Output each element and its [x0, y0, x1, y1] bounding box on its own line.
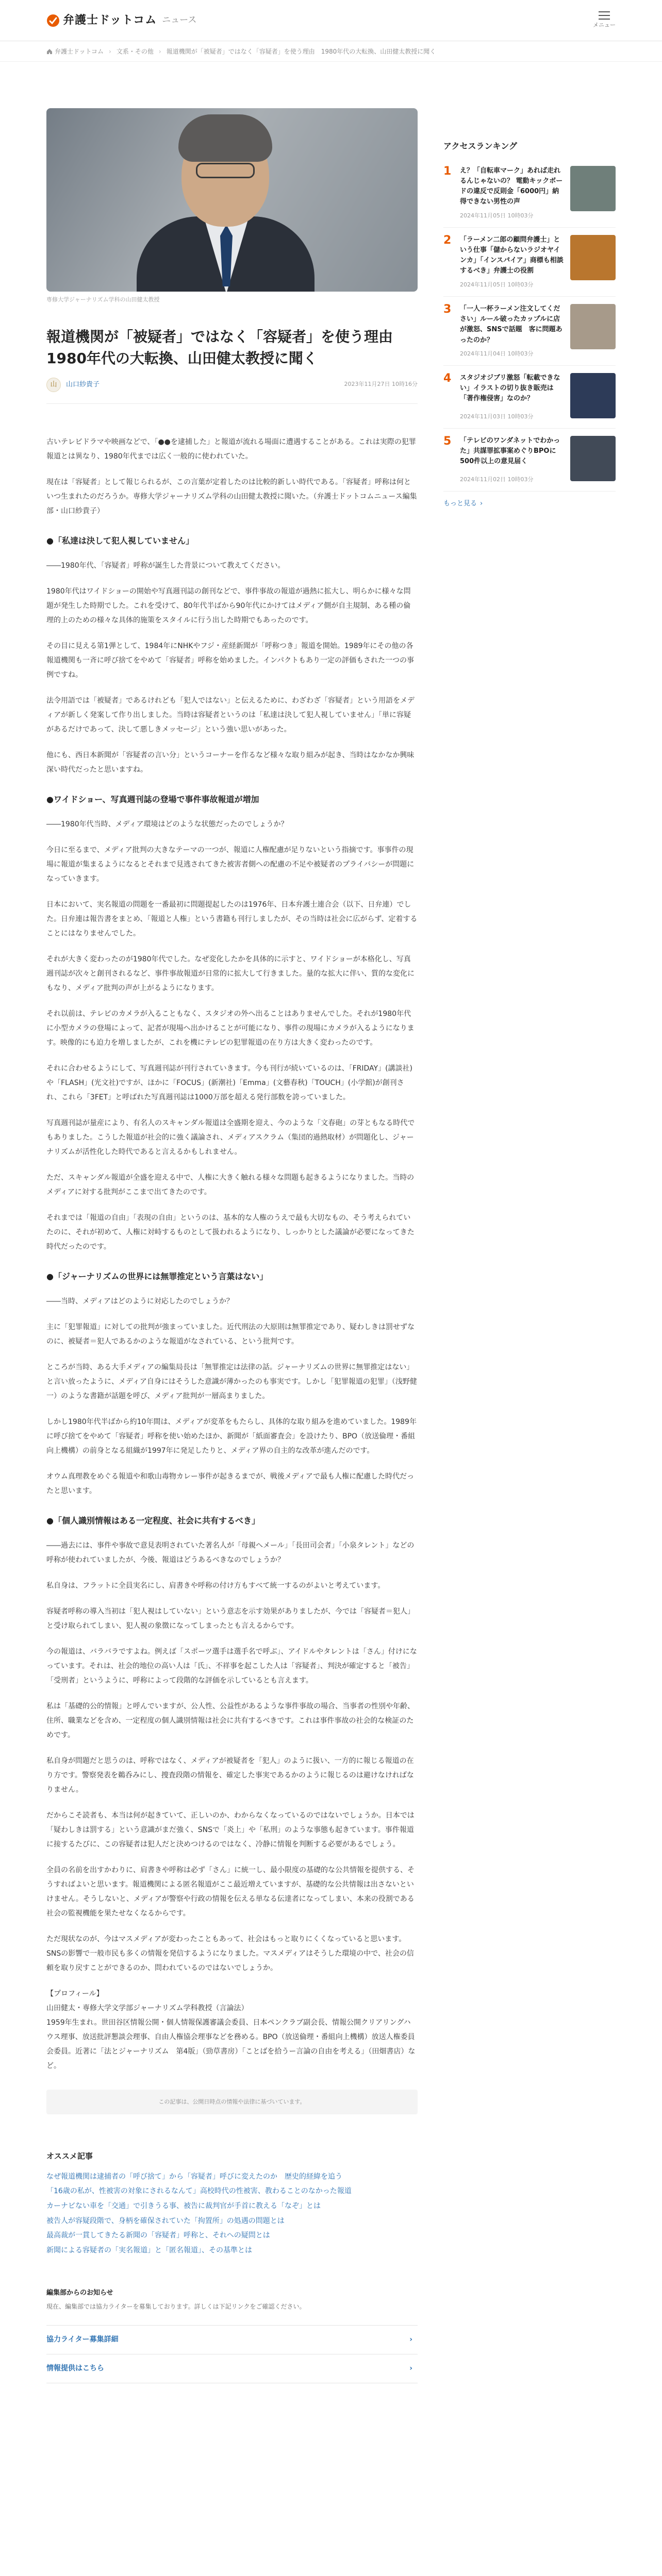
ranking-item-body [460, 166, 564, 220]
rank-number: 2 [443, 234, 452, 247]
profile-text: 1959年生まれ。世田谷区情報公開・個人情報保護審議会委員、日本ペンクラブ副会長、情報公開クリアリングハウス理事、放送批評懇談会理事、自由人権協会理事などを務める。BPO（放送倫理・番組向上機構）放送人権委員会委員。近著に「法とジャーナリズム 第4版」（勁草書房）「ことばを拾うー言論の自由を考える」（田畑書店）など。 [46, 2018, 416, 2070]
paragraph: ――1980年代当時、メディア環境はどのような状態だったのでしょうか？ [46, 820, 288, 828]
home-icon [46, 48, 53, 55]
chevron-right-icon: › [109, 47, 111, 55]
breadcrumb-current: 報道機関が「被疑者」ではなく「容疑者」を使う理由 1980年代の大転換、山田健太教授に聞く [166, 47, 436, 55]
menu-label: メニュー [593, 21, 616, 28]
ranking-item-body [460, 436, 564, 484]
article-body [46, 435, 418, 1975]
paragraph: 私自身が問題だと思うのは、呼称ではなく、メディアが被疑者を「犯人」のように扱い、一方的に報じる報道の在り方です。警察発表を鵜呑みにし、捜査段階の情報を、確定した事実であるかのように報じるのは避けなければなりません。 [46, 1756, 414, 1794]
brand-logo[interactable] [46, 12, 196, 29]
article [46, 62, 418, 2383]
recommended-link[interactable]: カーナビない車を「交通」で引きうる事、被告に裁判官が手首に教える「なぞ」とは [46, 2201, 321, 2210]
paragraph: それまでは「報道の自由」「表現の自由」というのは、基本的な人権のうえで最も大切なもの、そう考えられていたのに、それが初めて、人権に対峙するものとして扱われるようになり、しっかりとした議論が必要になってきた時代だったのです。 [46, 1213, 415, 1251]
chevron-right-icon: › [409, 2364, 412, 2372]
hero-photo [46, 108, 418, 292]
hero-photo-glasses [196, 163, 255, 178]
paragraph: ――1980年代、「容疑者」呼称が誕生した背景について教えてください。 [46, 561, 285, 570]
byline [46, 378, 418, 404]
legal-notice: この記事は、公開日時点の情報や法律に基づいています。 [46, 2090, 418, 2115]
rank-number: 3 [443, 303, 452, 316]
rank-number: 4 [443, 372, 452, 385]
recommended-link[interactable]: 新聞による容疑者の「実名報道」と「匿名報道」、その基準とは [46, 2246, 252, 2255]
paragraph: 写真週刊誌が量産により、有名人のスキャンダル報道は全盛期を迎え、今のような「文春砲」の芽ともなる時代でもありました。こうした報道が社会的に強く議論され、メディアスクラム（集団的過熱取材）が問題化し、ジャーナリズムが活性化した時代であると言えるかもしれません。 [46, 1118, 415, 1156]
publish-date: 2023年11月27日 10時16分 [344, 381, 418, 388]
rank-number: 5 [443, 435, 452, 448]
recommended-link[interactable]: 最高裁が一貫してきたる新聞の「容疑者」呼称と、それへの疑問とは [46, 2231, 270, 2240]
site-header [0, 0, 662, 41]
paragraph: それが大きく変わったのが1980年代でした。なぜ変化したかを具体的に示すと、ワイドショーが本格化し、写真週刊誌が次々と創刊されるなど、事件事故報道が日常的に拡大して行きました。量的な拡大に伴い、質的な変化にもなり、メディア批判の声が上がるようになります。 [46, 955, 415, 992]
editorial-notice [46, 2288, 418, 2383]
ranking-item-body [460, 235, 564, 289]
recommended-link[interactable]: 被告人が容疑段階で、身柄を確保されていた「拘置所」の処遇の問題とは [46, 2216, 285, 2225]
tip-submit-link[interactable] [46, 2354, 418, 2383]
paragraph: だからこそ読者も、本当は何が起きていて、正しいのか、わからなくなっているのではないでしょうか。日本では「疑わしきは罰する」という意識がまだ強く、SNSで「炎上」や「私刑」のような事態も起きています。事件報道に接するたびに、この容疑者は犯人だと決めつけるのではなく、冷静に情報を判断する必要があるでしょう。 [46, 1811, 415, 1849]
ranking-item[interactable] [443, 297, 616, 366]
paragraph: 現在は「容疑者」として報じられるが、この言葉が定着したのは比較的新しい時代である。「容疑者」呼称は何といつ生まれたのだろうか。専修大学ジャーナリズム学科の山田健太教授に聞いた。（弁護士ドットコムニュース編集部・山口紗貴子） [46, 478, 417, 515]
author[interactable] [46, 378, 100, 392]
ranking-item-body [460, 304, 564, 358]
ranking-item[interactable] [443, 366, 616, 429]
paragraph: それ以前は、テレビのカメラが入ることもなく、スタジオの外へ出ることはありませんでした。それが1980年代に小型カメラの登場によって、記者が現場へ出かけることが可能になり、事件の現場にカメラが入るようになります。映像的にも迫力を増しましたが、これを機にテレビの犯罪報道の在り方は大きく変わったのです。 [46, 1009, 415, 1047]
sidebar [443, 62, 616, 2383]
ranking-title: アクセスランキング [443, 141, 518, 151]
paragraph: 日本において、実名報道の問題を一番最初に問題提起したのは1976年、日本弁護士連合会（以下、日弁連）でした。日弁連は報告書をまとめ、「報道と人権」という書籍も刊行しましたが、その当時は社会に広がらず、定着することにはなりませんでした。 [46, 900, 418, 938]
ranking-list [443, 159, 616, 492]
ranking-thumbnail [570, 373, 616, 418]
brand-name: 弁護士ドットコム [63, 14, 157, 27]
section-heading: ●「個人識別情報はある一定程度、社会に共有するべき」 [46, 1515, 260, 1526]
ranking-thumbnail [570, 235, 616, 280]
paragraph: 法令用語では「被疑者」であるけれども「犯人ではない」と伝えるために、わざわざ「容疑者」という用語をメディアが新しく発案して作り出しました。当時は容疑者というのは「私達は決して犯人視していません」「単に容疑があるだけであって、決して悪しきメッセージ」という強い思いがあった。 [46, 696, 415, 734]
section-heading: ●「私達は決して犯人視していません」 [46, 535, 194, 546]
ranking-item[interactable] [443, 228, 616, 297]
page-layout [0, 62, 662, 2383]
section-heading: ●ワイドショー、写真週刊誌の登場で事件事故報道が増加 [46, 794, 259, 804]
profile [46, 1987, 418, 2073]
ranking-item-title: スタジオジブリ激怒「転載できない」イラストの切り抜き販売は「著作権侵害」なのか？ [460, 374, 560, 403]
recommended-link[interactable]: なぜ報道機関は逮捕者の「呼び捨て」から「容疑者」呼びに変えたのか 歴史的経緯を追う [46, 2172, 342, 2181]
paragraph: ただ、スキャンダル報道が全盛を迎える中で、人権に大きく触れる様々な問題も起きるようになりました。当時のメディアに対する批判がここまで出てきたのです。 [46, 1173, 415, 1196]
ranking-item-body [460, 373, 564, 421]
breadcrumb-home-label: 弁護士ドットコム [55, 47, 104, 55]
ranking-thumbnail [570, 166, 616, 211]
ranking-item-date: 2024年11月04日 10時03分 [460, 350, 534, 357]
brand-logo-icon [46, 14, 60, 27]
paragraph: 他にも、西日本新聞が「容疑者の言い分」というコーナーを作るなど様々な取り組みが起き、当時はなかなか興味深い時代だったと思いますね。 [46, 751, 415, 774]
ranking-item[interactable] [443, 429, 616, 492]
paragraph: しかし1980年代半ばから約10年間は、メディアが変革をもたらし、具体的な取り組みを進めていました。1989年に呼び捨てをやめて「容疑者」呼称を使い始めたほか、新聞が「紙面審査会」を設けたり、BPO（放送倫理・番組向上機構）の前身となる組織が1997年に発足したりと、メディア界の自主的な改革が進んだのです。 [46, 1417, 417, 1455]
ranking-item-title: え？「自転車マーク」あれば走れるんじゃないの？ 電動キックボードの違反で反則金「6000円」納得できない男性の声 [460, 167, 563, 206]
paragraph: 私は「基礎的公的情報」と呼んでいますが、公人性、公益性があるような事件事故の場合、当事者の性別や年齢、住所、職業などを含め、一定程度の個人識別情報は社会に共有するべきです。これは事件事故の社会的な検証のためです。 [46, 1702, 415, 1739]
paragraph: 今の報道は、バラバラですよね。例えば「スポーツ選手は選手名で呼ぶ」、アイドルやタレントは「さん」付けになっています。それは、社会的地位の高い人は「氏」、不祥事を起こした人は「容疑者」、判決が確定すると「被告」「受刑者」というように、呼称によって段階的な評価を示しているとも言えます。 [46, 1647, 417, 1685]
paragraph: ただ現状なのが、今はマスメディアが変わったこともあって、社会はもっと取りにくくなっていると思います。SNSの影響で一般市民も多くの情報を発信するようになりました。マスメディアはそうした環境の中で、社会の信頼を取り戻すことができるのか、問われているのではないでしょうか。 [46, 1935, 414, 1972]
ranking-item-title: 「ラーメン二郎の顧問弁護士」という仕事「儲からないラジオヤインカ」「インスパイア」商標も相談するべき」弁護士の役割 [460, 236, 564, 275]
hero-caption: 専修大学ジャーナリズム学科の山田健太教授 [46, 296, 160, 303]
section-heading: ●「ジャーナリズムの世界には無罪推定という言葉はない」 [46, 1271, 268, 1281]
profile-heading: 【プロフィール】 [46, 1989, 104, 1998]
paragraph: それに合わせるようにして、写真週刊誌が刊行されていきます。今も刊行が続いているのは、「FRIDAY」(講談社)や「FLASH」(光文社)ですが、ほかに「FOCUS」(新潮社)「Emma」(文藝春秋)「TOUCH」(小学館)が創刊され、これら「3FET」と呼ばれた写真週刊誌は1000万部を超える発行部数を誇っていました。 [46, 1064, 413, 1101]
breadcrumb [0, 41, 662, 62]
hamburger-icon [599, 11, 610, 20]
editorial-text: 現在、編集部では協力ライターを募集しております。詳しくは下記リンクをご確認ください。 [46, 2303, 306, 2311]
rank-number: 1 [443, 165, 452, 178]
chevron-right-icon: › [158, 47, 161, 55]
ranking-item[interactable] [443, 159, 616, 228]
paragraph: 私自身は、フラットに全員実名にし、肩書きや呼称の付け方もすべて統一するのがよいと考えています。 [46, 1581, 385, 1590]
breadcrumb-home[interactable] [46, 47, 104, 56]
ranking-item-date: 2024年11月03日 10時03分 [460, 413, 534, 420]
article-title: 報道機関が「被疑者」ではなく「容疑者」を使う理由 1980年代の大転換、山田健太教授に聞く [46, 328, 408, 367]
tip-submit-label: 情報提供はこちら [46, 2364, 104, 2372]
writer-recruit-label: 協力ライター募集詳細 [46, 2335, 119, 2344]
brand-section: ニュース [162, 14, 197, 25]
ranking-thumbnail [570, 304, 616, 349]
paragraph: 今日に至るまで、メディア批判の大きなテーマの一つが、報道に人権配慮が足りないという指摘です。事事件の現場に報道が集まるようになるとそれまで見逃されてきた被害者側への配慮の不足や被疑者のプライバシーが問題になっていきます。 [46, 845, 415, 883]
paragraph: 主に「犯罪報道」に対しての批判が強まっていました。近代刑法の大原則は無罪推定であり、疑わしきは罰せずなのに、被疑者＝犯人であるかのような報道がなされている、という批判です。 [46, 1323, 415, 1346]
paragraph: その目に見える第1弾として、1984年にNHKやフジ・産経新聞が「呼称つき」報道を開始。1989年にその他の各報道機関も一斉に呼び捨てをやめて「容疑者」呼称を始めました。インパクトもあり一定の評価もされた一つの事例ですね。 [46, 641, 415, 679]
recommended-articles [46, 2150, 418, 2258]
paragraph: 古いテレビドラマや映画などで、「●●を逮捕した」と報道が流れる場面に遭遇することがある。これは実際の犯罪報道とは異なり、1980年代までは広く一般的に使われていた。 [46, 437, 416, 461]
paragraph: ところが当時、ある大手メディアの編集局長は「無罪推定は法律の話。ジャーナリズムの世界に無罪推定はない」と言い放ったように、メディア自身にはそうした意識が薄かったのも事実です。しかし「犯罪報道の犯罪」（浅野健一）のような書籍が話題を呼び、メディア批判が一層高まりました。 [46, 1363, 417, 1400]
avatar: 山 [46, 378, 61, 392]
chevron-right-icon: › [480, 500, 483, 508]
editorial-title: 編集部からのお知らせ [46, 2289, 113, 2297]
writer-recruit-link[interactable] [46, 2326, 418, 2354]
ranking-item-date: 2024年11月05日 10時03分 [460, 212, 534, 219]
paragraph: 全員の名前を出すかわりに、肩書きや呼称は必ず「さん」に統一し、最小限度の基礎的な公共情報を提供する、そうすればよいと思います。報道機関による匿名報道がここ最近増えていますが、基礎的な公共情報は出さないといけません。そうしないと、メディアが警察や行政の情報を伝える単なる伝達者になってしまい、本来の役割である社会の監視機能を果たせなくなるからです。 [46, 1866, 415, 1918]
paragraph: ――当時、メディアはどのように対応したのでしょうか？ [46, 1297, 234, 1306]
ranking-thumbnail [570, 436, 616, 481]
ranking-item-title: 「一人一杯ラーメン注文してください」ルール破ったカップルに店が激怒、SNSで話題 客に問題あったのか？ [460, 305, 562, 344]
paragraph: 1980年代はワイドショーの開始や写真週刊誌の創刊などで、事件事故の報道が過熱に拡大し、明らかに様々な問題が発生した時期でした。これを受けて、80年代半ばから90年代にかけてはメディア側が自主規制、ある種の倫理的上のための様々な具体的施策をスタイルに行う出した時期でもあったのです。 [46, 587, 411, 624]
menu-button[interactable] [593, 11, 616, 30]
paragraph: オウム真理教をめぐる報道や和歌山毒物カレー事件が起きるまでが、戦後メディアで最も人権に配慮した時代だったと思います。 [46, 1472, 415, 1495]
ranking-item-title: 「テレビのワンダネットでわかった」共謀罪拡事案めぐりBPOに500件以上の意見届く [460, 437, 560, 466]
editorial-links [46, 2325, 418, 2383]
ranking-more-link[interactable] [443, 499, 616, 509]
author-name[interactable]: 山口紗貴子 [66, 380, 100, 388]
ranking-item-date: 2024年11月05日 10時03分 [460, 281, 534, 288]
recommended-link[interactable]: 「16歳の私が、性被害の対象にされるなんて」高校時代の性被害、教わることのなかった報道 [46, 2187, 352, 2196]
recommended-title: オススメ記事 [46, 2151, 93, 2161]
hero-photo-hair [178, 114, 272, 162]
ranking-item-date: 2024年11月02日 10時03分 [460, 476, 534, 483]
profile-name: 山田健太・専修大学文学部ジャーナリズム学科教授（言論法） [46, 2004, 249, 2012]
breadcrumb-category[interactable]: 文系・その他 [116, 47, 154, 55]
paragraph: ――過去には、事件や事故で意見表明されていた著名人が「母親へメール」「長田司会者」「小泉タレント」などの呼称が使われていましたが、今後、報道はどうあるべきなのでしょうか？ [46, 1541, 415, 1564]
paragraph: 容疑者呼称の導入当初は「犯人視はしていない」という意志を示す効果がありましたが、今では「容疑者＝犯人」と受け取られてしまい、犯人視の象徴になってしまったとも言えるからです。 [46, 1607, 415, 1630]
chevron-right-icon: › [409, 2335, 412, 2344]
ranking-more-label: もっと見る [443, 500, 477, 508]
